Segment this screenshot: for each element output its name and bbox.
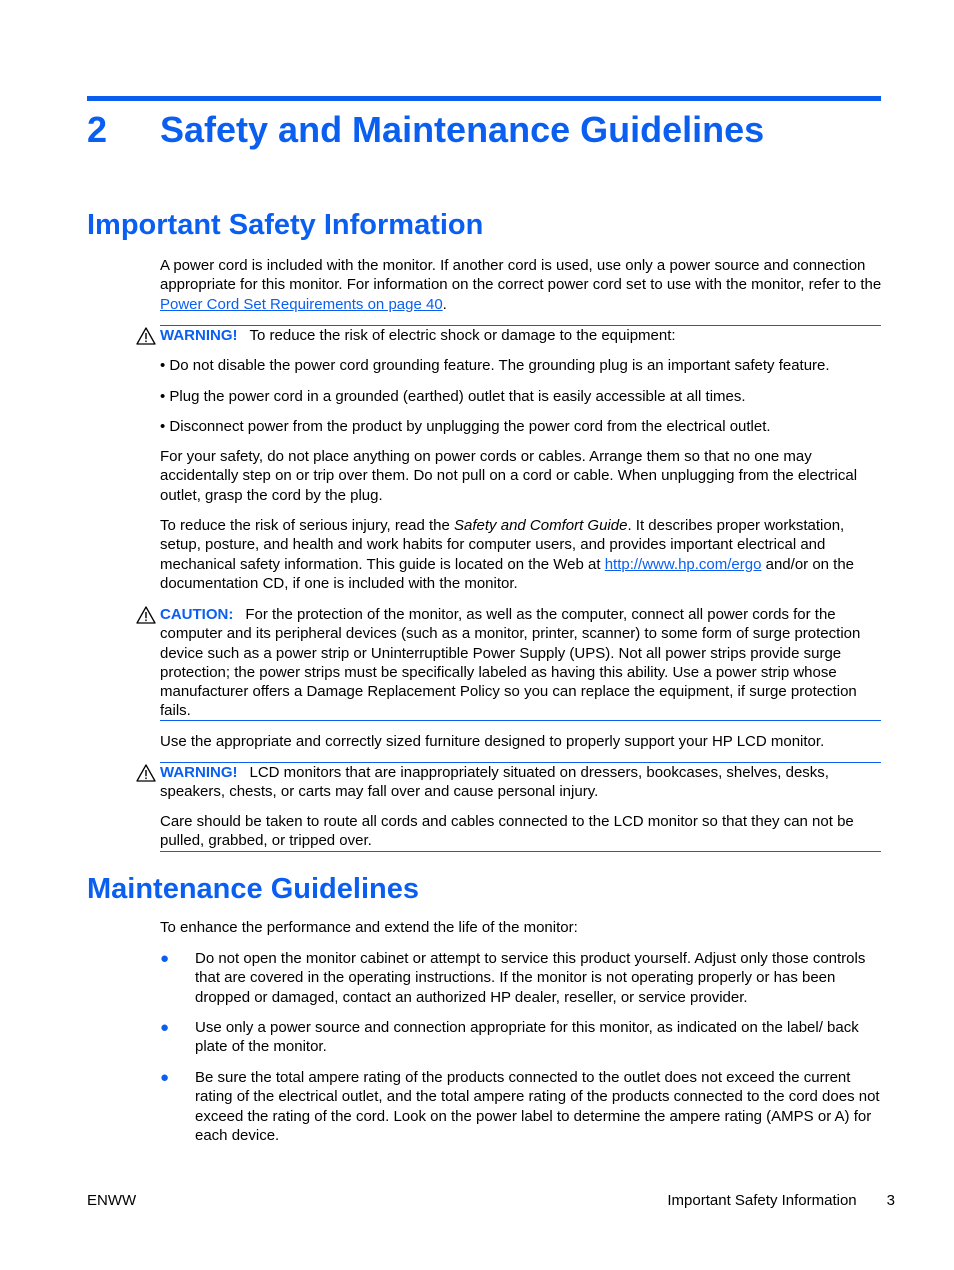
chapter-title-text: Safety and Maintenance Guidelines (160, 109, 765, 150)
para2-text-b: . It describes proper workstation, setup, posture, and health and work habits for computer users, and provides important electrical and mechanical safety information. This guide is located on the Web at (160, 517, 845, 573)
warning1-item: • Disconnect power from the product by unplugging the power cord from the electrical outlet. (160, 418, 771, 435)
list-item-text: Do not open the monitor cabinet or attempt to service this product yourself. Adjust only those controls that are covered in the operating instructions. If the monitor is not operating properly or has been dropped or damaged, contact an authorized HP dealer, reseller, or service provider. (195, 950, 866, 1006)
warning2-para: Care should be taken to route all cords and cables connected to the LCD monitor so that they can not be pulled, grabbed, or tripped over. (160, 813, 854, 850)
caution-label: CAUTION: (160, 606, 234, 623)
warning-triangle-icon (136, 327, 156, 345)
warning2-label: WARNING! (160, 764, 238, 781)
chapter-title (87, 106, 881, 154)
power-cord-link[interactable]: Power Cord Set Requirements on page 40 (160, 295, 443, 313)
chapter-number: 2 (87, 109, 108, 150)
warning1-para2 (160, 516, 882, 593)
footer-section: Important Safety Information (667, 1192, 857, 1209)
warning1-item: • Do not disable the power cord grounding feature. The grounding plug is an important safety feature. (160, 357, 830, 374)
warning1-label: WARNING! (160, 327, 238, 344)
maintenance-intro: To enhance the performance and extend the life of the monitor: (160, 919, 578, 936)
furniture-para: Use the appropriate and correctly sized furniture designed to properly support your HP LCD monitor. (160, 733, 825, 750)
warning2-bottom-rule (160, 851, 881, 852)
warning1-line (160, 326, 882, 345)
bullet-icon: ● (160, 950, 170, 967)
maintenance-heading: Maintenance Guidelines (87, 873, 419, 905)
warning1-item: • Plug the power cord in a grounded (earthed) outlet that is easily accessible at all times. (160, 388, 746, 405)
list-item-text: Use only a power source and connection appropriate for this monitor, as indicated on the label/ back plate of the monitor. (195, 1019, 859, 1056)
safety-intro-text: A power cord is included with the monitor. If another cord is used, use only a power source and connection appropriate for this monitor. For information on the correct power cord set to use with the monitor, refer to the (160, 257, 882, 294)
warning1-para1: For your safety, do not place anything on power cords or cables. Arrange them so that no one may accidentally step on or trip over them. Do not pull on a cord or cable. When unplugging from the electrical outlet, grasp the cord by the plug. (160, 448, 858, 504)
list-item-text: Be sure the total ampere rating of the products connected to the outlet does not exceed the current rating of the electrical outlet, and the total ampere rating of the products connected to the cord does not exceed the rating of the cord. Look on the power label to determine the ampere rating (AMPS or A) for each device. (195, 1069, 880, 1144)
warning-triangle-icon (136, 606, 156, 624)
bullet-icon: ● (160, 1069, 170, 1086)
caution-notice (160, 605, 882, 721)
safety-intro-end: . (442, 295, 447, 313)
footer-right (667, 1192, 895, 1209)
caution-bottom-rule (160, 720, 881, 721)
para2-text-a: To reduce the risk of serious injury, read the (160, 517, 455, 534)
page-number: 3 (886, 1192, 895, 1209)
safety-heading: Important Safety Information (87, 209, 484, 241)
safety-intro (160, 256, 882, 314)
warning2-notice (160, 763, 882, 802)
bullet-icon: ● (160, 1019, 170, 1036)
chapter-rule (87, 96, 881, 101)
guide-title: Safety and Comfort Guide (454, 517, 628, 534)
hp-ergo-link[interactable]: http://www.hp.com/ergo (604, 555, 762, 573)
warning2-text: LCD monitors that are inappropriately situated on dressers, bookcases, shelves, desks, speakers, chests, or carts may fall over and cause personal injury. (160, 764, 829, 801)
para2-text-c: and/or on the documentation CD, if one is included with the monitor. (160, 555, 855, 592)
footer-left: ENWW (87, 1192, 137, 1209)
warning1-text: To reduce the risk of electric shock or damage to the equipment: (249, 327, 676, 344)
warning-triangle-icon (136, 764, 156, 782)
caution-text: For the protection of the monitor, as well as the computer, connect all power cords for the computer and its peripheral devices (such as a monitor, printer, scanner) to some form of surge protection device such as a power strip or Uninterruptible Power Supply (UPS). Not all power strips provide surge protection; the power strips must be specifically labeled as having this ability. Use a power strip whose manufacturer offers a Damage Replacement Policy so you can replace the equipment, if surge protection fails. (160, 606, 861, 720)
